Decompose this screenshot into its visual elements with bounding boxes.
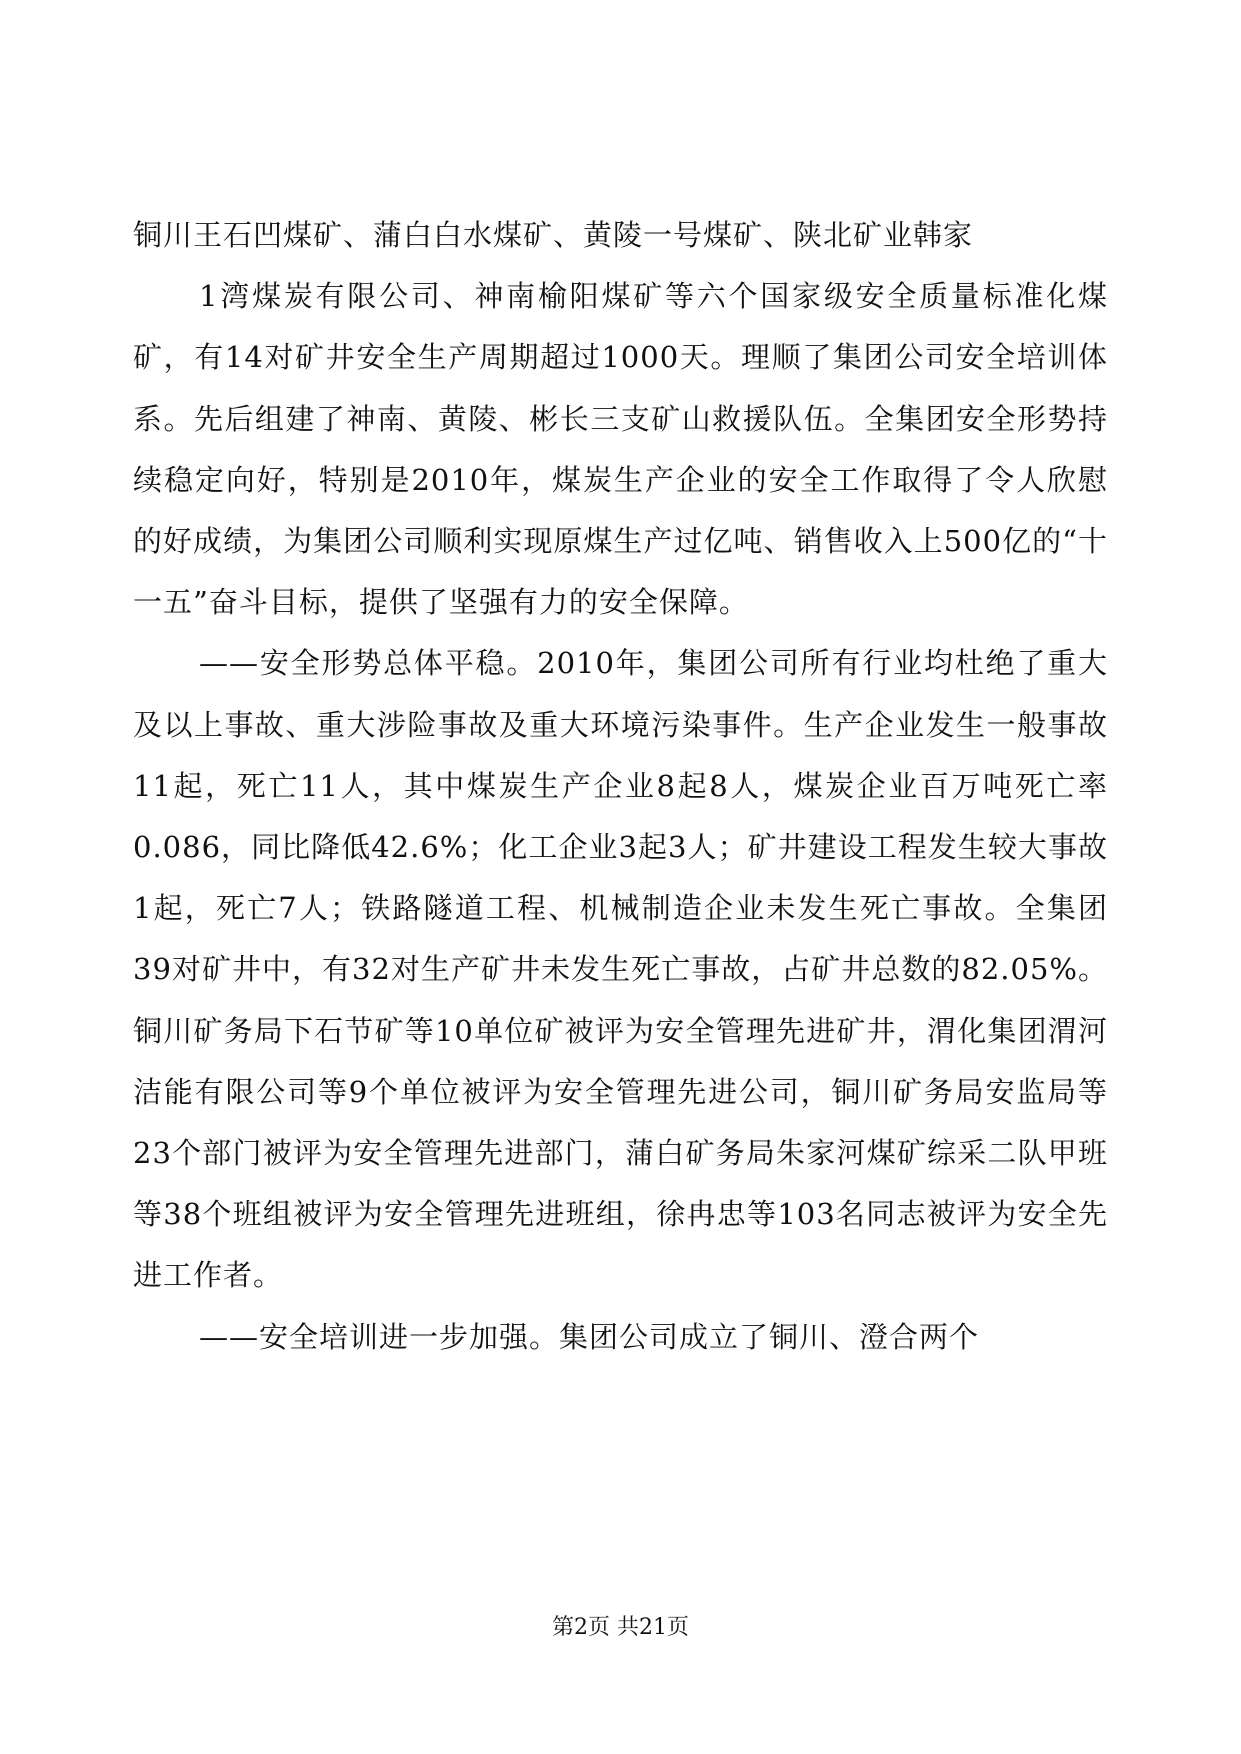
paragraph-continuation: 铜川王石凹煤矿、蒲白白水煤矿、黄陵一号煤矿、陕北矿业韩家 xyxy=(133,218,974,252)
paragraph-standardized-mines: 1湾煤炭有限公司、神南榆阳煤矿等六个国家级安全质量标准化煤矿，有14对矿井安全生产周期超过1000天。理顺了集团公司安全培训体系。先后组建了神南、黄陵、彬长三支矿山救援队伍。全集团安全形势持续稳定向好，特别是2010年，煤炭生产企业的安全工作取得了令人欣慰的好成绩，为集团公司顺利实现原煤生产过亿吨、销售收入上500亿的“十一五”奋斗目标，提供了坚强有力的安全保障。 xyxy=(133,279,1108,620)
document-body xyxy=(133,205,1108,1368)
page-footer: 第2页 共21页 xyxy=(552,1615,689,1640)
paragraph-safety-training: ——安全培训进一步加强。集团公司成立了铜川、澄合两个 xyxy=(199,1319,980,1354)
paragraph-safety-situation: ——安全形势总体平稳。2010年，集团公司所有行业均杜绝了重大及以上事故、重大涉险事故及重大环境污染事件。生产企业发生一般事故11起，死亡11人，其中煤炭生产企业8起8人，煤炭企业百万吨死亡率0.086，同比降低42.6%；化工企业3起3人；矿井建设工程发生较大事故1起，死亡7人；铁路隧道工程、机械制造企业未发生死亡事故。全集团39对矿井中，有32对生产矿井未发生死亡事故，占矿井总数的82.05%。铜川矿务局下石节矿等10单位矿被评为安全管理先进矿井，渭化集团渭河洁能有限公司等9个单位被评为安全管理先进公司，铜川矿务局安监局等23个部门被评为安全管理先进部门，蒲白矿务局朱家河煤矿综采二队甲班等38个班组被评为安全管理先进班组，徐冉忠等103名同志被评为安全先进工作者。 xyxy=(133,646,1108,1293)
